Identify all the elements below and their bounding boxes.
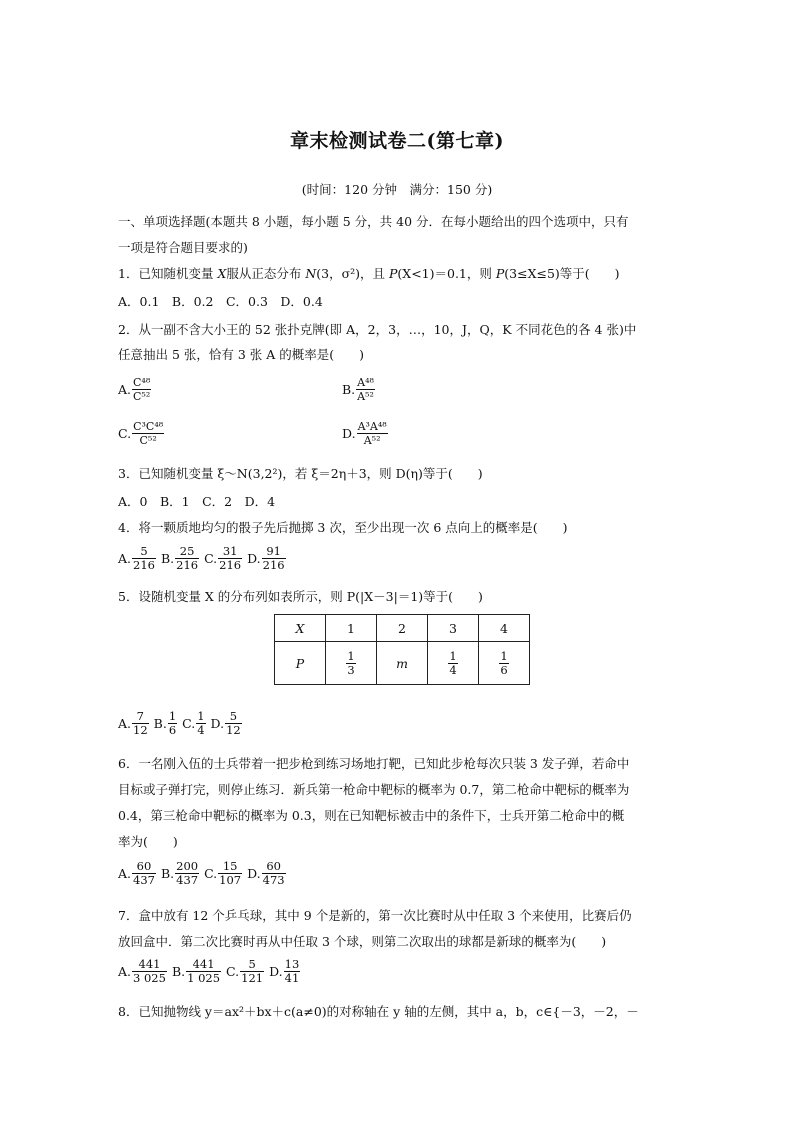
q6-option-c-fraction — [218, 860, 242, 887]
q6-option-a-fraction — [132, 860, 156, 887]
q2-option-a — [118, 376, 152, 403]
q6-option-d-den: 473 — [262, 873, 285, 887]
q4-option-d-den: 216 — [262, 558, 285, 572]
q4-option-b-den: 216 — [176, 558, 199, 572]
q6-option-b-num: 200 — [176, 859, 199, 873]
q7-option-d-fraction — [284, 958, 301, 985]
q2-line1: 2．从一副不含大小王的 52 张扑克牌(即 A，2，3，…，10，J，Q，K 不同花色的各 4 张)中 — [118, 322, 637, 337]
table-cell — [479, 642, 530, 685]
q2-option-b-fraction — [356, 376, 375, 403]
q2-option-b-den: A⁵² — [357, 390, 374, 403]
q7-option-b-num: 441 — [186, 958, 221, 972]
q6-line3: 0.4，第三枪命中靶标的概率为 0.3，则在已知靶标被击中的条件下，士兵开第二枪命中的概 — [118, 808, 625, 823]
q4-option-b-num: 25 — [175, 545, 199, 559]
q4-option-b-label: B. — [160, 551, 175, 566]
q2-option-c-den: C⁵² — [139, 434, 157, 447]
q5-option-a-fraction — [132, 710, 149, 737]
q2-option-a-fraction — [132, 376, 151, 403]
q7-option-b-label: B. — [171, 964, 186, 979]
q6-line4: 率为( ) — [118, 834, 178, 849]
q7-option-c-fraction — [240, 958, 264, 985]
q4-options — [118, 545, 287, 572]
q6-option-a-num: 60 — [132, 860, 156, 874]
q5-option-a-den: 12 — [133, 723, 148, 737]
table-header-cell: 3 — [428, 615, 479, 642]
table-row-label: P — [295, 655, 305, 671]
q2-option-a-num: C⁴⁸ — [133, 376, 151, 389]
q6-line1: 6．一名刚入伍的士兵带着一把步枪到练习场地打靶，已知此步枪每次只装 3 发子弹，若命中 — [118, 756, 630, 771]
p1-den: 3 — [347, 662, 355, 677]
question-1: 1．已知随机变量 X服从正态分布 N(3，σ²)，且 P(X<1)＝0.1，则 P(3≤X≤5)等于( ) — [118, 266, 620, 281]
q6-option-b-den: 437 — [176, 873, 199, 887]
q6-option-c-label: C. — [204, 866, 218, 881]
p1-fraction — [346, 650, 355, 677]
q3-options: A．0 B．1 C．2 D．4 — [118, 494, 276, 509]
q7-option-b-den: 1 025 — [187, 971, 221, 985]
p4-den: 6 — [500, 662, 508, 677]
q2-option-c-label: C. — [118, 426, 132, 441]
q4-option-a-fraction — [132, 545, 156, 572]
q6-options — [118, 860, 287, 887]
q4-option-d-label: D. — [247, 551, 261, 566]
table-cell — [428, 642, 479, 685]
page-title: 章末检测试卷二(第七章) — [290, 130, 504, 152]
q6-option-d-fraction — [262, 860, 286, 887]
q4-option-d-fraction — [262, 545, 286, 572]
q2-option-d-num: A³A⁴⁸ — [357, 420, 387, 433]
table-cell — [326, 642, 377, 685]
q2-option-c — [118, 420, 165, 447]
q1-text-pre: 1．已知随机变量 — [118, 266, 218, 281]
q4-option-a-den: 216 — [133, 558, 155, 572]
q2-option-c-num: C³C⁴⁸ — [133, 420, 164, 433]
p2-value: m — [396, 655, 408, 671]
section-heading-line1: 一、单项选择题(本题共 8 小题，每小题 5 分，共 40 分．在每小题给出的四个选项中，只有 — [118, 214, 629, 229]
q7-option-d-num: 13 — [284, 957, 300, 971]
q7-option-b-fraction — [186, 958, 221, 985]
q6-option-a-label: A. — [118, 866, 132, 881]
table-row — [275, 642, 530, 685]
p3-den: 4 — [449, 662, 457, 677]
q5-option-d-num: 5 — [225, 710, 242, 724]
p3-fraction — [448, 650, 457, 677]
q1-text-mid2: (3，σ²)，且 — [316, 266, 389, 281]
q4-text: 4．将一颗质地均匀的骰子先后抛掷 3 次，至少出现一次 6 点向上的概率是( ) — [118, 520, 568, 535]
table-header-x: X — [295, 620, 305, 636]
q5-option-c-label: C. — [182, 716, 196, 731]
q5-option-c-num: 1 — [197, 709, 205, 723]
q5-option-d-fraction — [225, 710, 242, 737]
q5-option-c-den: 4 — [197, 723, 205, 737]
q5-option-b-fraction — [168, 710, 177, 737]
q6-option-d-num: 60 — [262, 860, 286, 874]
q6-option-d-label: D. — [247, 866, 261, 881]
q7-option-c-label: C. — [226, 964, 240, 979]
p3-num: 1 — [449, 648, 457, 663]
q7-option-a-label: A. — [118, 964, 132, 979]
q2-option-c-fraction — [132, 420, 164, 447]
q7-line2: 放回盒中．第二次比赛时再从中任取 3 个球，则第二次取出的球都是新球的概率为( ) — [118, 934, 607, 949]
q2-option-b — [342, 376, 376, 403]
p1-num: 1 — [347, 648, 355, 663]
q2-option-a-label: A. — [118, 382, 132, 397]
q1-options: A．0.1 B．0.2 C．0.3 D．0.4 — [118, 294, 323, 309]
q1-text-cond: (X<1)＝0.1，则 — [397, 266, 496, 281]
exam-meta: (时间：120 分钟 满分：150 分) — [301, 182, 493, 197]
q5-option-c-fraction — [196, 710, 205, 737]
table-cell — [275, 642, 326, 685]
p4-fraction — [499, 650, 508, 677]
table-header-row — [275, 615, 530, 642]
q7-option-a-fraction — [132, 958, 167, 985]
q2-option-d-den: A⁵² — [363, 434, 381, 447]
q6-option-b-fraction — [175, 860, 199, 887]
q2-option-d-fraction — [357, 420, 388, 447]
q4-option-c-den: 216 — [219, 558, 242, 572]
q5-option-d-label: D. — [210, 716, 225, 731]
q2-option-a-den: C⁵² — [133, 390, 151, 403]
q4-option-a-num: 5 — [132, 545, 156, 559]
q5-option-d-den: 12 — [226, 723, 241, 737]
table-header-cell — [275, 615, 326, 642]
q4-option-c-num: 31 — [218, 545, 242, 559]
q5-options — [118, 710, 243, 737]
q5-option-b-num: 1 — [168, 709, 177, 723]
q7-line1: 7．盒中放有 12 个乒乓球，其中 9 个是新的，第一次比赛时从中任取 3 个来使用，比赛后仍 — [118, 908, 632, 923]
p4-num: 1 — [500, 648, 508, 663]
q5-option-b-label: B. — [153, 716, 167, 731]
q7-options — [118, 958, 301, 985]
q3-text: 3．已知随机变量 ξ～N(3,2²)，若 ξ＝2η＋3，则 D(η)等于( ) — [118, 466, 483, 481]
q2-option-b-num: A⁴⁸ — [357, 376, 374, 389]
q1-text-end: (3≤X≤5)等于( ) — [504, 266, 620, 281]
q7-option-a-den: 3 025 — [133, 971, 166, 985]
q6-option-c-num: 15 — [218, 860, 242, 874]
section-heading-line2: 一项是符合题目要求的) — [118, 240, 248, 255]
distribution-table — [274, 614, 530, 685]
q5-option-a-label: A. — [118, 716, 132, 731]
q4-option-a-label: A. — [118, 551, 132, 566]
q5-option-b-den: 6 — [168, 723, 177, 737]
q6-line2: 目标或子弹打完，则停止练习．新兵第一枪命中靶标的概率为 0.7，第二枪命中靶标的概率为 — [118, 782, 630, 797]
table-header-cell: 2 — [377, 615, 428, 642]
table-cell — [377, 642, 428, 685]
q1-text-mid: 服从正态分布 — [226, 266, 306, 281]
q7-option-d-label: D. — [269, 964, 283, 979]
q2-option-b-label: B. — [342, 382, 356, 397]
q6-option-c-den: 107 — [219, 873, 242, 887]
table-header-cell: 1 — [326, 615, 377, 642]
q7-option-d-den: 41 — [284, 971, 300, 985]
q5-text: 5．设随机变量 X 的分布列如表所示，则 P(|X－3|＝1)等于( ) — [118, 589, 483, 604]
table-header-cell: 4 — [479, 615, 530, 642]
q7-option-c-num: 5 — [240, 958, 264, 972]
q5-option-a-num: 7 — [132, 710, 149, 724]
q6-option-b-label: B. — [160, 866, 175, 881]
q7-option-c-den: 121 — [241, 971, 264, 985]
q2-option-d-label: D. — [342, 426, 356, 441]
q7-option-a-num: 441 — [132, 958, 167, 972]
q6-option-a-den: 437 — [133, 873, 155, 887]
q4-option-c-fraction — [218, 545, 242, 572]
q2-option-d — [342, 420, 389, 447]
q4-option-b-fraction — [175, 545, 199, 572]
q2-line2: 任意抽出 5 张，恰有 3 张 A 的概率是( ) — [118, 347, 365, 362]
q8-line1: 8．已知抛物线 y＝ax²＋bx＋c(a≠0)的对称轴在 y 轴的左侧，其中 a，b，c∈{－3，－2，－ — [118, 1004, 639, 1019]
q4-option-c-label: C. — [204, 551, 218, 566]
q4-option-d-num: 91 — [262, 545, 286, 559]
